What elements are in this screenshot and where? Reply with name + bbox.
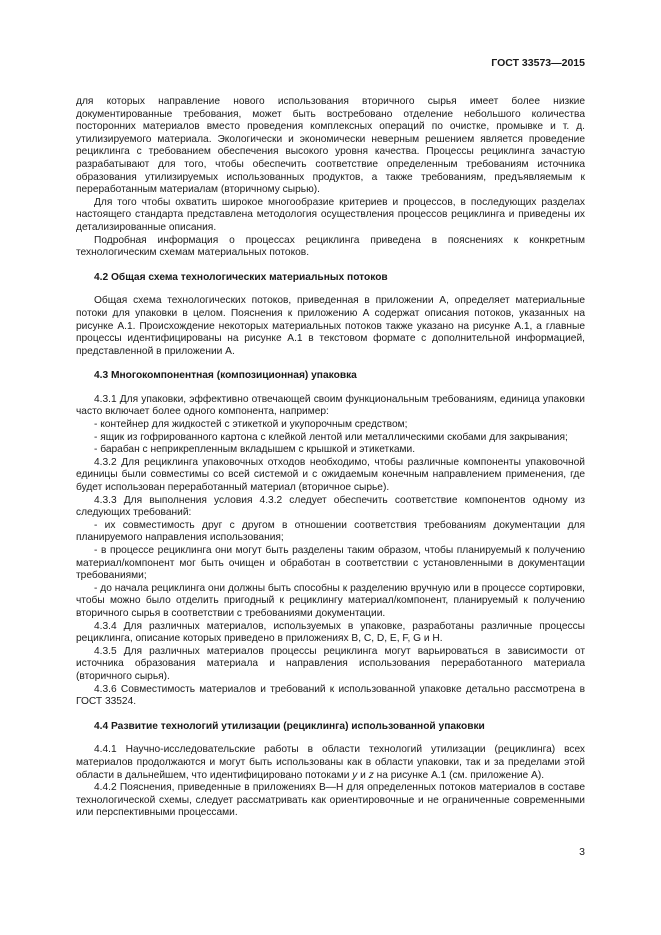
clause-4-4-1-conj: и <box>357 769 369 781</box>
clause-4-3-1: 4.3.1 Для упаковки, эффективно отвечающей своим функциональным требованиям, единица упаковки часто включает более одного компонента, например: <box>76 393 585 418</box>
clause-4-4-1-text-a: 4.4.1 Научно-исследовательские работы в области технологий утилизации (рециклинга) всех материалов продолжаются и могут быть использованы как в области упаковки, так и за пределами этой области в дальнейшем, что идентифицировано потоками <box>76 744 585 781</box>
section-4-4-heading: 4.4 Развитие технологий утилизации (рециклинга) использованной упаковки <box>94 720 485 732</box>
list-item: - их совместимость друг с другом в отношении соответствия требованиям документации для планируемого направления использования; <box>76 519 585 544</box>
clause-4-4-1-text-b: на рисунке А.1 (см. приложение А). <box>373 769 545 781</box>
section-4-2-paragraph: Общая схема технологических потоков, приведенная в приложении А, определяет материальные потоки для упаковки в целом. Пояснения к приложению А содержат описания потоков, указанных на рисунке А.1. Происхождение некоторых материальных потоков также указано на рисунке А.1, а главные процессы идентифицированы на рисунке А.1 в текстовом формате с дополнительной информацией, представленной в приложении А. <box>76 295 585 357</box>
clause-4-3-4: 4.3.4 Для различных материалов, используемых в упаковке, разработаны различные процессы рециклинга, описание которых приведено в приложениях В, С, D, Е, F, G и Н. <box>76 620 585 645</box>
list-item: - барабан с неприкрепленным вкладышем с крышкой и этикетками. <box>94 444 416 456</box>
flow-y: y <box>352 769 358 781</box>
list-item: - до начала рециклинга они должны быть способны к разделению вручную или в процессе сортировки, чтобы можно было отделить пригодный к рециклингу материал/компонент, планируемый к получению вторичного сырья в соответствии с требованиями документации. <box>76 582 585 619</box>
section-4-3-heading: 4.3 Многокомпонентная (композиционная) упаковка <box>94 370 357 382</box>
page-number: 3 <box>579 846 585 858</box>
list-item: - в процессе рециклинга они могут быть разделены таким образом, чтобы планируемый к получению материал/компонент мог быть очищен и обработан в соответствии с установленными в документации требованиями; <box>76 545 585 582</box>
clause-4-3-6: 4.3.6 Совместимость материалов и требований к использованной упаковке детально рассмотрена в ГОСТ 33524. <box>76 683 585 708</box>
list-item: - ящик из гофрированного картона с клейкой лентой или металлическими скобами для закрывания; <box>94 431 568 443</box>
clause-4-3-2: 4.3.2 Для рециклинга упаковочных отходов необходимо, чтобы различные компоненты упаковочной единицы были совместимы со всей системой и с ожидаемым конечным направлением применения, где будет использован переработанный материал (вторичное сырье). <box>76 456 585 494</box>
document-body <box>76 96 585 820</box>
clause-4-4-1 <box>76 744 585 782</box>
clause-4-4-2: 4.4.2 Пояснения, приведенные в приложениях В—Н для определенных потоков материалов в составе технологической схемы, следует рассматривать как ориентировочные и не ограниченные современными или перспективными процессами. <box>76 782 585 819</box>
intro-paragraph-3: Подробная информация о процессах рециклинга приведена в пояснениях к конкретным технологическим схемам материальных потоков. <box>76 234 585 259</box>
intro-paragraph-1: для которых направление нового использования вторичного сырья имеет более низкие документированные требования, может быть востребовано отделение небольшого количества посторонних материалов вместо проведения комплексных операций по очистке, промывке и т. д. утилизируемого материала. Экологически и экономически неверным решением является проведение рециклинга с требованием обеспечения высокого уровня качества. Процессы рециклинга зачастую разрабатывают для того, чтобы обеспечить соответствие определенным требованиям источника образования утилизируемых использованных продуктов, а также требованиям, предъявляемым к переработанным материалам (вторичному сырью). <box>76 96 585 196</box>
standard-number: ГОСТ 33573—2015 <box>491 57 585 69</box>
clause-4-3-3: 4.3.3 Для выполнения условия 4.3.2 следует обеспечить соответствие компонентов одному из следующих требований: <box>76 494 585 519</box>
flow-z: z <box>368 769 374 781</box>
section-4-2-heading: 4.2 Общая схема технологических материальных потоков <box>94 271 388 283</box>
clause-4-3-5: 4.3.5 Для различных материалов процессы рециклинга могут варьироваться в зависимости от источника образования материала и направления использования переработанного материала (вторичного сырья). <box>76 645 585 682</box>
list-item: - контейнер для жидкостей с этикеткой и укупорочным средством; <box>94 419 408 431</box>
intro-paragraph-2: Для того чтобы охватить широкое многообразие критериев и процессов, в последующих разделах настоящего стандарта представлена методология осуществления процессов рециклинга и приведены их детализированные описания. <box>76 196 585 233</box>
